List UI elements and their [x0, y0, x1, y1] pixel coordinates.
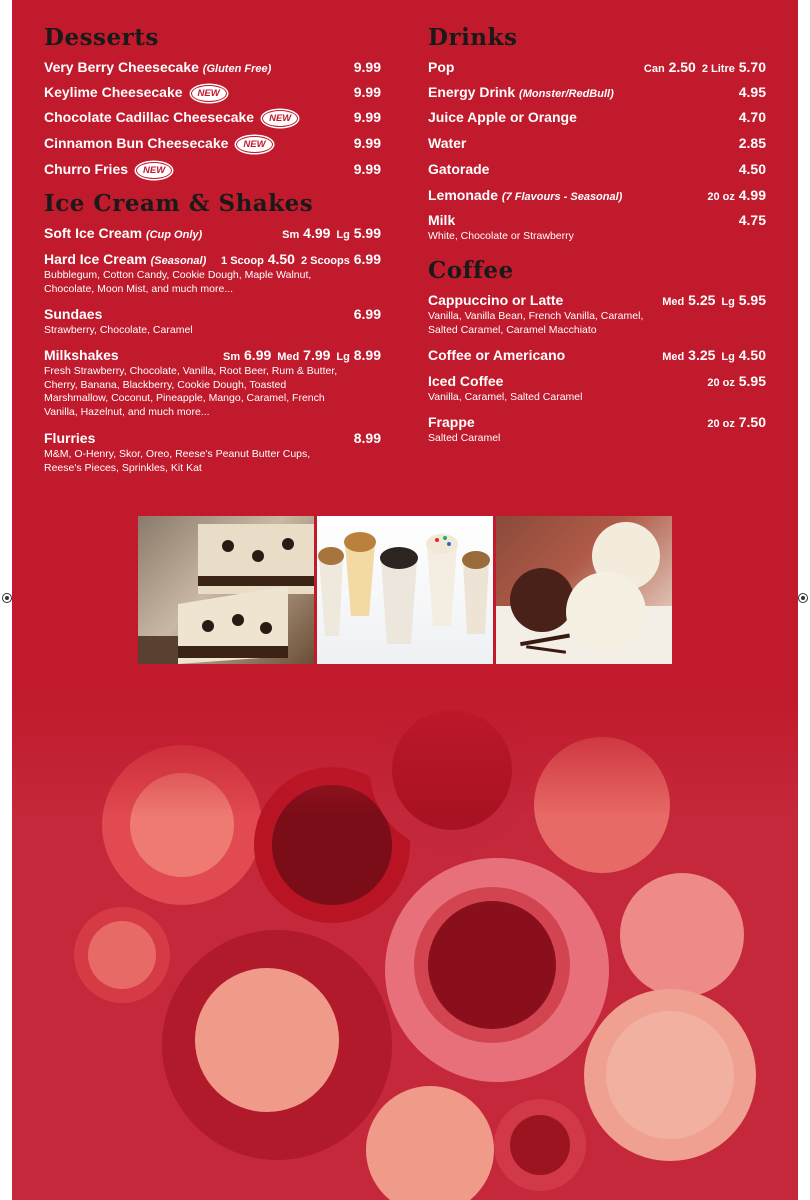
- item-price: 4.50: [738, 161, 766, 177]
- item-description: Salted Caramel: [428, 432, 501, 444]
- item-price: 9.99: [353, 59, 381, 75]
- menu-item: [44, 160, 381, 178]
- menu-item: [428, 291, 766, 337]
- coffee-cups-background: [12, 690, 798, 1200]
- item-price: 4.95: [738, 84, 766, 100]
- new-badge: NEW: [262, 110, 298, 127]
- item-price: 8.99: [353, 430, 381, 446]
- menu-item: [428, 58, 766, 76]
- ice-cream-scoops-photo: [496, 516, 672, 664]
- ice-cream-shakes-heading: Ice Cream & Shakes: [44, 190, 314, 217]
- coffee-heading: Coffee: [428, 257, 514, 284]
- menu-item: [44, 58, 381, 76]
- item-price: 9.99: [353, 109, 381, 125]
- item-price: 9.99: [353, 135, 381, 151]
- item-prices: Can 2.50 2 Litre 5.70: [643, 59, 766, 75]
- item-prices: 1 Scoop 4.50 2 Scoops 6.99: [221, 251, 381, 267]
- item-name: Energy Drink: [428, 84, 516, 100]
- item-name: Soft Ice Cream: [44, 225, 143, 241]
- item-prices: 20 oz 4.99: [707, 187, 766, 203]
- item-price: 9.99: [353, 84, 381, 100]
- item-name: Frappe: [428, 414, 475, 430]
- item-price: 2.85: [738, 135, 766, 151]
- menu-item: [428, 186, 766, 204]
- menu-item: [44, 108, 381, 126]
- item-prices: Sm 6.99 Med 7.99 Lg 8.99: [223, 347, 381, 363]
- item-prices: 20 oz 7.50: [707, 414, 766, 430]
- item-name: Milk: [428, 212, 456, 228]
- desserts-heading: Desserts: [44, 24, 159, 51]
- menu-item: [44, 346, 381, 419]
- menu-item: [428, 134, 766, 152]
- item-name: Lemonade: [428, 187, 499, 203]
- cheesecake-photo: [138, 516, 314, 664]
- item-name: Flurries: [44, 430, 96, 446]
- drinks-heading: Drinks: [428, 24, 518, 51]
- item-price: 9.99: [353, 161, 381, 177]
- menu-item: [428, 108, 766, 126]
- item-note: (7 Flavours - Seasonal): [501, 191, 623, 203]
- item-description: White, Chocolate or Strawberry: [428, 230, 574, 242]
- item-name: Gatorade: [428, 161, 490, 177]
- menu-item: [428, 160, 766, 178]
- item-description: Strawberry, Chocolate, Caramel: [44, 324, 193, 336]
- item-description: Bubblegum, Cotton Candy, Cookie Dough, Maple Walnut, Chocolate, Moon Mist, and much more...: [44, 269, 312, 295]
- item-name: Iced Coffee: [428, 373, 504, 389]
- item-name: Pop: [428, 59, 455, 75]
- item-prices: Sm 4.99 Lg 5.99: [282, 225, 381, 241]
- item-name: Juice Apple or Orange: [428, 109, 577, 125]
- item-description: M&M, O-Henry, Skor, Oreo, Reese's Peanut Butter Cups, Reese's Pieces, Sprinkles, Kit Kat: [44, 448, 311, 474]
- item-name: Very Berry Cheesecake: [44, 59, 199, 75]
- photo-strip: [138, 516, 672, 664]
- item-name: Milkshakes: [44, 347, 119, 363]
- menu-item: [428, 83, 766, 101]
- item-note: (Gluten Free): [202, 63, 272, 75]
- item-name: Coffee or Americano: [428, 347, 566, 363]
- item-name: Cinnamon Bun Cheesecake: [44, 135, 229, 151]
- menu-item: [44, 250, 381, 296]
- registration-mark: [2, 593, 12, 603]
- item-note: (Monster/RedBull): [519, 88, 614, 100]
- item-name: Sundaes: [44, 306, 103, 322]
- new-badge: NEW: [136, 162, 172, 179]
- item-price: 4.75: [738, 212, 766, 228]
- menu-item: [428, 372, 766, 405]
- item-note: (Cup Only): [145, 229, 203, 241]
- item-name: Water: [428, 135, 467, 151]
- menu-item: [428, 346, 766, 364]
- menu-item: [44, 134, 381, 152]
- item-prices: Med 3.25 Lg 4.50: [662, 347, 766, 363]
- menu-item: [44, 224, 381, 242]
- item-description: Vanilla, Vanilla Bean, French Vanilla, Caramel, Salted Caramel, Caramel Macchiato: [428, 310, 644, 336]
- new-badge: NEW: [236, 136, 272, 153]
- item-note: (Seasonal): [150, 255, 207, 267]
- item-name: Cappuccino or Latte: [428, 292, 564, 308]
- item-name: Keylime Cheesecake: [44, 84, 183, 100]
- menu-item: [428, 413, 766, 446]
- menu-item: [428, 211, 766, 244]
- new-badge: NEW: [191, 85, 227, 102]
- menu-item: [44, 83, 381, 101]
- menu-item: [44, 429, 381, 475]
- menu-item: [44, 305, 381, 338]
- shakes-photo: [317, 516, 493, 664]
- menu-page: [12, 0, 798, 1200]
- item-name: Churro Fries: [44, 161, 129, 177]
- item-prices: Med 5.25 Lg 5.95: [662, 292, 766, 308]
- item-price: 4.70: [738, 109, 766, 125]
- item-name: Hard Ice Cream: [44, 251, 147, 267]
- item-price: 6.99: [353, 306, 381, 322]
- item-prices: 20 oz 5.95: [707, 373, 766, 389]
- registration-mark: [798, 593, 808, 603]
- item-name: Chocolate Cadillac Cheesecake: [44, 109, 255, 125]
- item-description: Fresh Strawberry, Chocolate, Vanilla, Root Beer, Rum & Butter, Cherry, Banana, Blackberry, Cookie Dough, Toasted Marshmallow, Coconut, Pineapple, Mango, Caramel, French Vanilla, Hazelnut, and much more...: [44, 365, 338, 418]
- item-description: Vanilla, Caramel, Salted Caramel: [428, 391, 583, 403]
